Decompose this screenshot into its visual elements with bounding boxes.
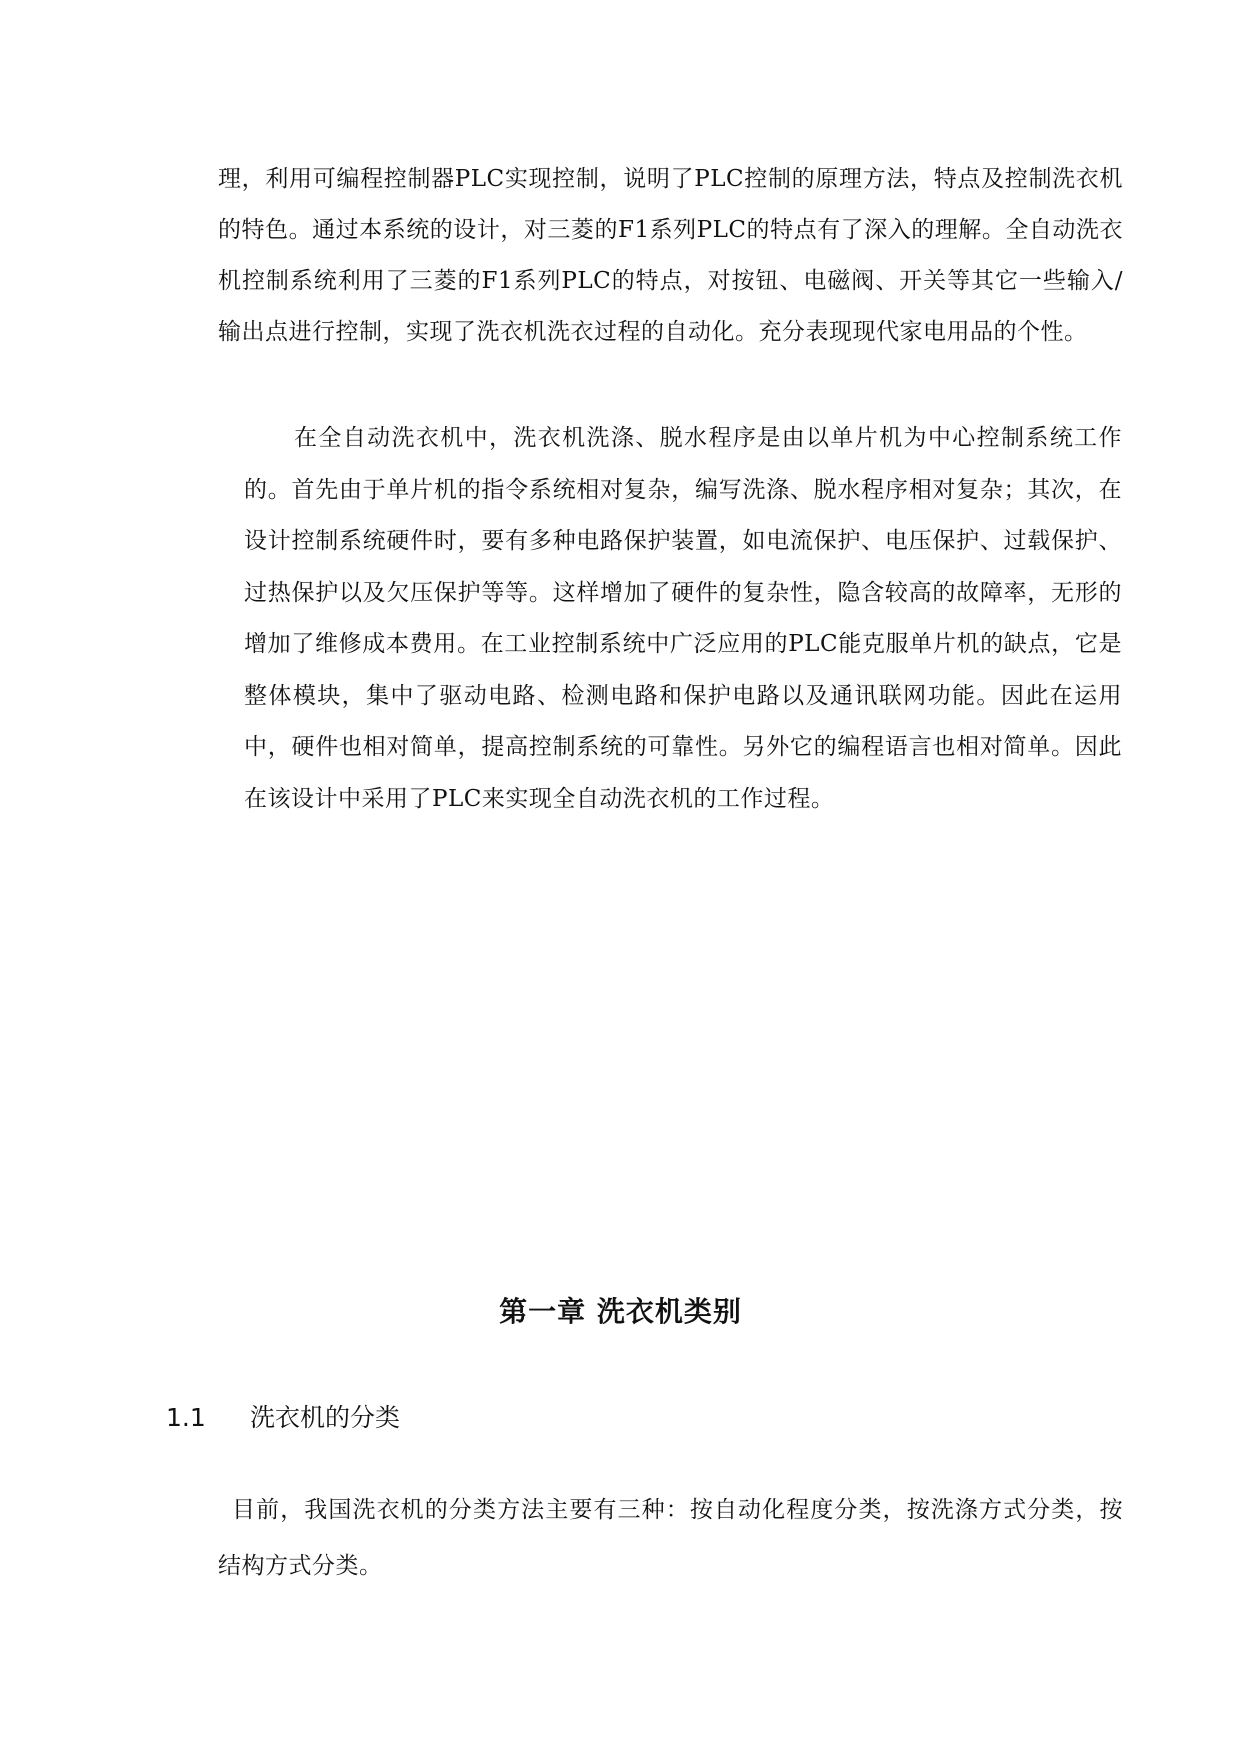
chapter-title: 第一章 洗衣机类别 (499, 1295, 742, 1328)
section-heading (166, 1398, 400, 1434)
body-paragraph-2: 在全自动洗衣机中，洗衣机洗涤、脱水程序是由以单片机为中心控制系统工作的。首先由于单片机的指令系统相对复杂，编写洗涤、脱水程序相对复杂；其次，在设计控制系统硬件时，要有多种电路保护装置，如电流保护、电压保护、过载保护、过热保护以及欠压保护等等。这样增加了硬件的复杂性，隐含较高的故障率，无形的增加了维修成本费用。在工业控制系统中广泛应用的PLC能克服单片机的缺点，它是整体模块，集中了驱动电路、检测电路和保护电路以及通讯联网功能。因此在运用中，硬件也相对简单，提高控制系统的可靠性。另外它的编程语言也相对简单。因此在该设计中采用了PLC来实现全自动洗衣机的工作过程。 (244, 425, 1122, 812)
section-paragraph: 目前，我国洗衣机的分类方法主要有三种：按自动化程度分类，按洗涤方式分类，按结构方式分类。 (218, 1497, 1123, 1579)
body-paragraph-1: 理，利用可编程控制器PLC实现控制，说明了PLC控制的原理方法，特点及控制洗衣机的特色。通过本系统的设计，对三菱的F1系列PLC的特点有了深入的理解。全自动洗衣机控制系统利用了三菱的F1系列PLC的特点，对按钮、电磁阀、开关等其它一些输入/输出点进行控制，实现了洗衣机洗衣过程的自动化。充分表现现代家电用品的个性。 (218, 166, 1123, 345)
section-number: 1.1 (166, 1403, 206, 1432)
section-title: 洗衣机的分类 (250, 1403, 401, 1432)
